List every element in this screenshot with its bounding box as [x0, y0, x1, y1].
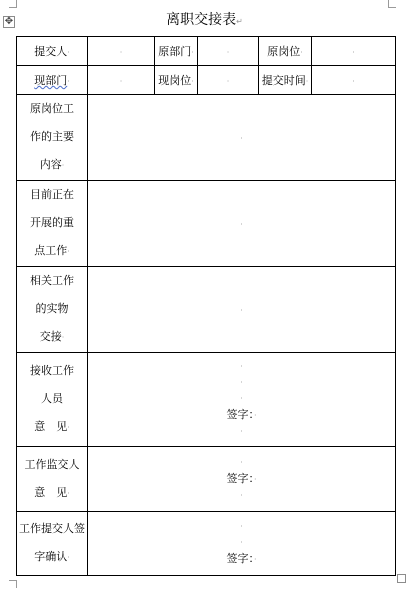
section-row-receiver-opinion — [17, 353, 396, 447]
header-row-2 — [17, 66, 396, 95]
label-current-position: 现岗位· — [155, 66, 198, 95]
label-current-department: 现部门· — [17, 66, 88, 95]
field-current-position[interactable]: · — [198, 66, 259, 95]
label-receiver-opinion: 接收工作 人员 意 见· — [17, 353, 88, 447]
field-original-position[interactable]: · — [312, 37, 396, 66]
section-row-submitter-confirm — [17, 512, 396, 576]
field-receiver-opinion[interactable]: · · · 签字：· · — [88, 353, 396, 447]
label-key-work: 目前正在 开展的重 点工作· — [17, 181, 88, 267]
table-move-handle-icon[interactable]: ✥ — [4, 16, 14, 27]
paragraph-mark: ↵ — [236, 17, 243, 26]
field-submitter[interactable]: · — [88, 37, 155, 66]
handover-table — [16, 36, 396, 576]
page-corner-top-left — [9, 0, 17, 8]
page-corner-top-right — [388, 0, 396, 8]
label-submitter-confirm: 工作提交人签 字确认· — [17, 512, 88, 576]
field-submitter-confirm[interactable]: · · 签字：· — [88, 512, 396, 576]
field-key-work[interactable]: · — [88, 181, 396, 267]
page-title — [0, 10, 409, 32]
field-original-department[interactable]: · — [198, 37, 259, 66]
field-physical-handover[interactable]: · — [88, 267, 396, 353]
page-corner-bottom-left — [9, 580, 17, 588]
section-row-supervisor-opinion — [17, 447, 396, 512]
label-submitter: 提交人· — [17, 37, 88, 66]
label-original-position: 原岗位· — [259, 37, 312, 66]
label-original-department: 原部门· — [155, 37, 198, 66]
field-submit-time[interactable]: · — [312, 66, 396, 95]
title-text: 离职交接表 — [166, 12, 237, 28]
signature-label: 签字： — [226, 552, 254, 565]
signature-label: 签字： — [226, 408, 254, 421]
section-row-physical-handover — [17, 267, 396, 353]
field-main-duties[interactable]: · — [88, 95, 396, 181]
field-supervisor-opinion[interactable]: · 签字：· · — [88, 447, 396, 512]
label-physical-handover: 相关工作 的实物 交接· — [17, 267, 88, 353]
section-row-main-duties — [17, 95, 396, 181]
section-row-key-work — [17, 181, 396, 267]
field-current-department[interactable]: · — [88, 66, 155, 95]
signature-label: 签字： — [226, 471, 254, 485]
table-resize-handle[interactable] — [397, 574, 406, 583]
label-main-duties: 原岗位工 作的主要 内容· — [17, 95, 88, 181]
header-row-1 — [17, 37, 396, 66]
label-supervisor-opinion: 工作监交人 意 见· — [17, 447, 88, 512]
label-submit-time: 提交时间· — [259, 66, 312, 95]
